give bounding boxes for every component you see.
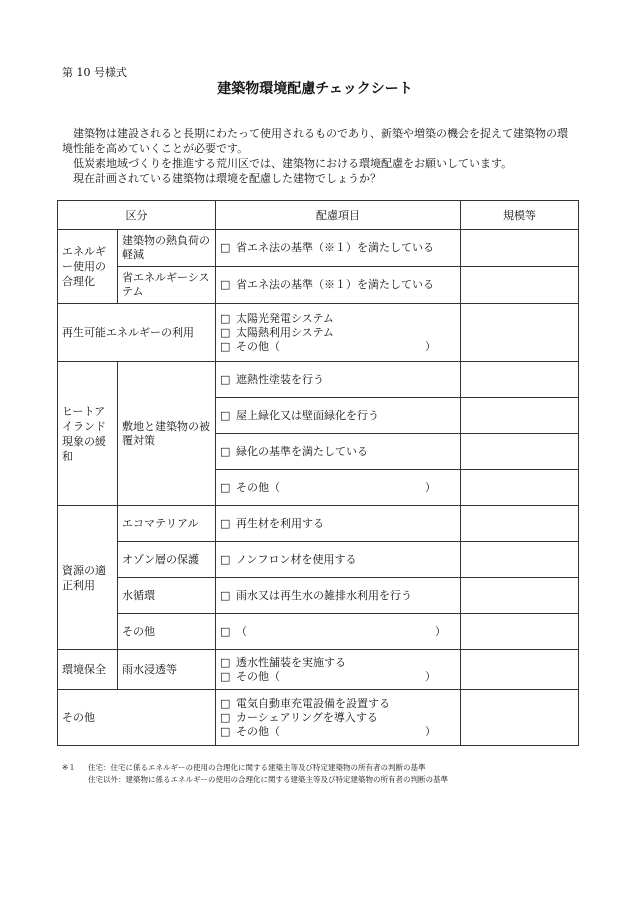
footnote-text: 住宅：住宅に係るエネルギーの使用の合理化に関する建築主等及び特定建築物の所有者の判断の基準 — [88, 763, 426, 772]
check-item-label: ノンフロン材を使用する — [236, 552, 357, 566]
check-item[interactable] — [220, 697, 456, 711]
header-scale: 規模等 — [461, 201, 579, 230]
check-item[interactable] — [220, 373, 456, 387]
scale-cell[interactable] — [461, 578, 579, 614]
checkbox[interactable]: □ — [220, 278, 231, 291]
scale-cell[interactable] — [461, 614, 579, 650]
check-items — [216, 398, 461, 434]
check-items — [216, 614, 461, 650]
subcategory: 雨水浸透等 — [118, 650, 216, 690]
checkbox[interactable]: □ — [220, 408, 231, 422]
check-items — [216, 434, 461, 470]
subcategory: 建築物の熱負荷の軽減 — [118, 230, 216, 267]
table-row — [58, 267, 579, 304]
footnote-spacer — [62, 774, 88, 786]
checkbox[interactable]: □ — [220, 696, 231, 710]
check-item-label: 透水性舗装を実施する — [236, 655, 346, 669]
open-paren: （ — [269, 724, 280, 738]
scale-cell[interactable] — [461, 230, 579, 267]
scale-cell[interactable] — [461, 650, 579, 690]
check-item-label: 緑化の基準を満たしている — [236, 444, 368, 458]
check-item-label: 遮熱性塗装を行う — [236, 372, 324, 386]
open-paren: （ — [236, 624, 247, 638]
table-row — [58, 614, 579, 650]
table-row — [58, 304, 579, 362]
scale-cell[interactable] — [461, 304, 579, 362]
form-number: 第 10 号様式 — [62, 66, 127, 79]
check-item[interactable] — [220, 656, 456, 670]
scale-cell[interactable] — [461, 506, 579, 542]
checklist-table — [57, 200, 579, 746]
subcategory: 敷地と建築物の被覆対策 — [118, 362, 216, 506]
check-item[interactable] — [220, 725, 456, 739]
check-item-label: 電気自動車充電設備を設置する — [236, 696, 390, 710]
open-paren: （ — [269, 339, 280, 353]
checkbox[interactable]: □ — [220, 480, 231, 494]
check-items — [216, 470, 461, 506]
table-row — [58, 690, 579, 746]
footnotes — [62, 762, 448, 786]
check-item[interactable] — [220, 409, 456, 423]
check-item-label: 太陽光発電システム — [236, 311, 334, 325]
close-paren: ） — [425, 724, 436, 738]
category-renewable: 再生可能エネルギーの利用 — [58, 304, 216, 362]
check-item[interactable] — [220, 241, 456, 255]
check-item[interactable] — [220, 553, 456, 567]
table-row — [58, 650, 579, 690]
close-paren: ） — [425, 480, 436, 494]
category-other: その他 — [58, 690, 216, 746]
checkbox[interactable]: □ — [220, 339, 231, 353]
intro-paragraph: 建築物は建設されると長期にわたって使用されるものであり、新築や増築の機会を捉えて建築物の環境性能を高めていくことが必要です。 — [62, 127, 568, 155]
checkbox[interactable]: □ — [220, 724, 231, 738]
subcategory: エコマテリアル — [118, 506, 216, 542]
scale-cell[interactable] — [461, 267, 579, 304]
check-item-label: 省エネ法の基準（※１）を満たしている — [236, 278, 434, 291]
check-item-label: 再生材を利用する — [236, 516, 324, 530]
check-item[interactable] — [220, 517, 456, 531]
checkbox[interactable]: □ — [220, 552, 231, 566]
category-resources: 資源の適正利用 — [58, 506, 118, 650]
table-header-row — [58, 201, 579, 230]
close-paren: ） — [435, 624, 446, 638]
subcategory: その他 — [118, 614, 216, 650]
table-row — [58, 230, 579, 267]
check-item[interactable] — [220, 481, 456, 495]
close-paren: ） — [425, 339, 436, 353]
checkbox[interactable]: □ — [220, 655, 231, 669]
check-item-label: 太陽熱利用システム — [236, 325, 334, 339]
footnote-row — [62, 762, 448, 774]
check-items — [216, 362, 461, 398]
check-item[interactable] — [220, 445, 456, 459]
check-item-label: カーシェアリングを導入する — [236, 710, 378, 724]
checkbox[interactable]: □ — [220, 588, 231, 602]
check-item[interactable] — [220, 326, 456, 340]
check-items — [216, 304, 461, 362]
footnote-row — [62, 774, 448, 786]
table-row — [58, 542, 579, 578]
header-items: 配慮項目 — [216, 201, 461, 230]
footnote-mark: ※１ — [62, 763, 76, 772]
check-item[interactable] — [220, 278, 456, 292]
check-item[interactable] — [220, 589, 456, 603]
table-row — [58, 506, 579, 542]
checkbox[interactable]: □ — [220, 372, 231, 386]
table-row — [58, 362, 579, 398]
check-items — [216, 690, 461, 746]
check-items — [216, 650, 461, 690]
intro-paragraph: 現在計画されている建築物は環境を配慮した建物でしょうか？ — [73, 172, 381, 185]
check-items — [216, 578, 461, 614]
table-row — [58, 578, 579, 614]
scale-cell[interactable] — [461, 542, 579, 578]
open-paren: （ — [269, 669, 280, 683]
checkbox[interactable]: □ — [220, 444, 231, 458]
checkbox[interactable]: □ — [220, 325, 231, 339]
check-items — [216, 230, 461, 267]
category-environment: 環境保全 — [58, 650, 118, 690]
checkbox[interactable]: □ — [220, 710, 231, 724]
scale-cell[interactable] — [461, 690, 579, 746]
intro-paragraph: 低炭素地域づくりを推進する荒川区では、建築物における環境配慮をお願いしています。 — [73, 157, 513, 170]
check-item-label: 省エネ法の基準（※１）を満たしている — [236, 241, 434, 254]
intro-text — [62, 126, 577, 186]
checkbox[interactable]: □ — [220, 516, 231, 530]
scale-cell[interactable] — [461, 398, 579, 434]
category-heat-island: ヒートアイランド現象の緩和 — [58, 362, 118, 506]
check-item-label: その他 — [236, 480, 269, 494]
close-paren: ） — [425, 669, 436, 683]
subcategory: 水循環 — [118, 578, 216, 614]
check-item-label: その他 — [236, 669, 269, 683]
checkbox[interactable]: □ — [220, 311, 231, 325]
checkbox[interactable]: □ — [220, 241, 231, 254]
page-title: 建築物環境配慮チェックシート — [217, 81, 413, 97]
check-item[interactable] — [220, 340, 456, 354]
check-item[interactable] — [220, 312, 456, 326]
check-item[interactable] — [220, 711, 456, 725]
open-paren: （ — [269, 480, 280, 494]
scale-cell[interactable] — [461, 362, 579, 398]
subcategory: 省エネルギーシステム — [118, 267, 216, 304]
check-item-label: その他 — [236, 724, 269, 738]
check-item[interactable] — [220, 625, 456, 639]
scale-cell[interactable] — [461, 470, 579, 506]
check-items — [216, 267, 461, 304]
checkbox[interactable]: □ — [220, 669, 231, 683]
check-items — [216, 506, 461, 542]
check-item-label: その他 — [236, 339, 269, 353]
subcategory: オゾン層の保護 — [118, 542, 216, 578]
scale-cell[interactable] — [461, 434, 579, 470]
category-energy: エネルギー使用の合理化 — [58, 230, 118, 304]
check-item-label: 雨水又は再生水の雑排水利用を行う — [236, 588, 412, 602]
checkbox[interactable]: □ — [220, 624, 231, 638]
check-items — [216, 542, 461, 578]
footnote-text: 住宅以外：建築物に係るエネルギーの使用の合理化に関する建築主等及び特定建築物の所有者の判断の基準 — [88, 775, 448, 784]
check-item[interactable] — [220, 670, 456, 684]
check-item-label: 屋上緑化又は壁面緑化を行う — [236, 408, 379, 422]
header-category: 区分 — [58, 201, 216, 230]
